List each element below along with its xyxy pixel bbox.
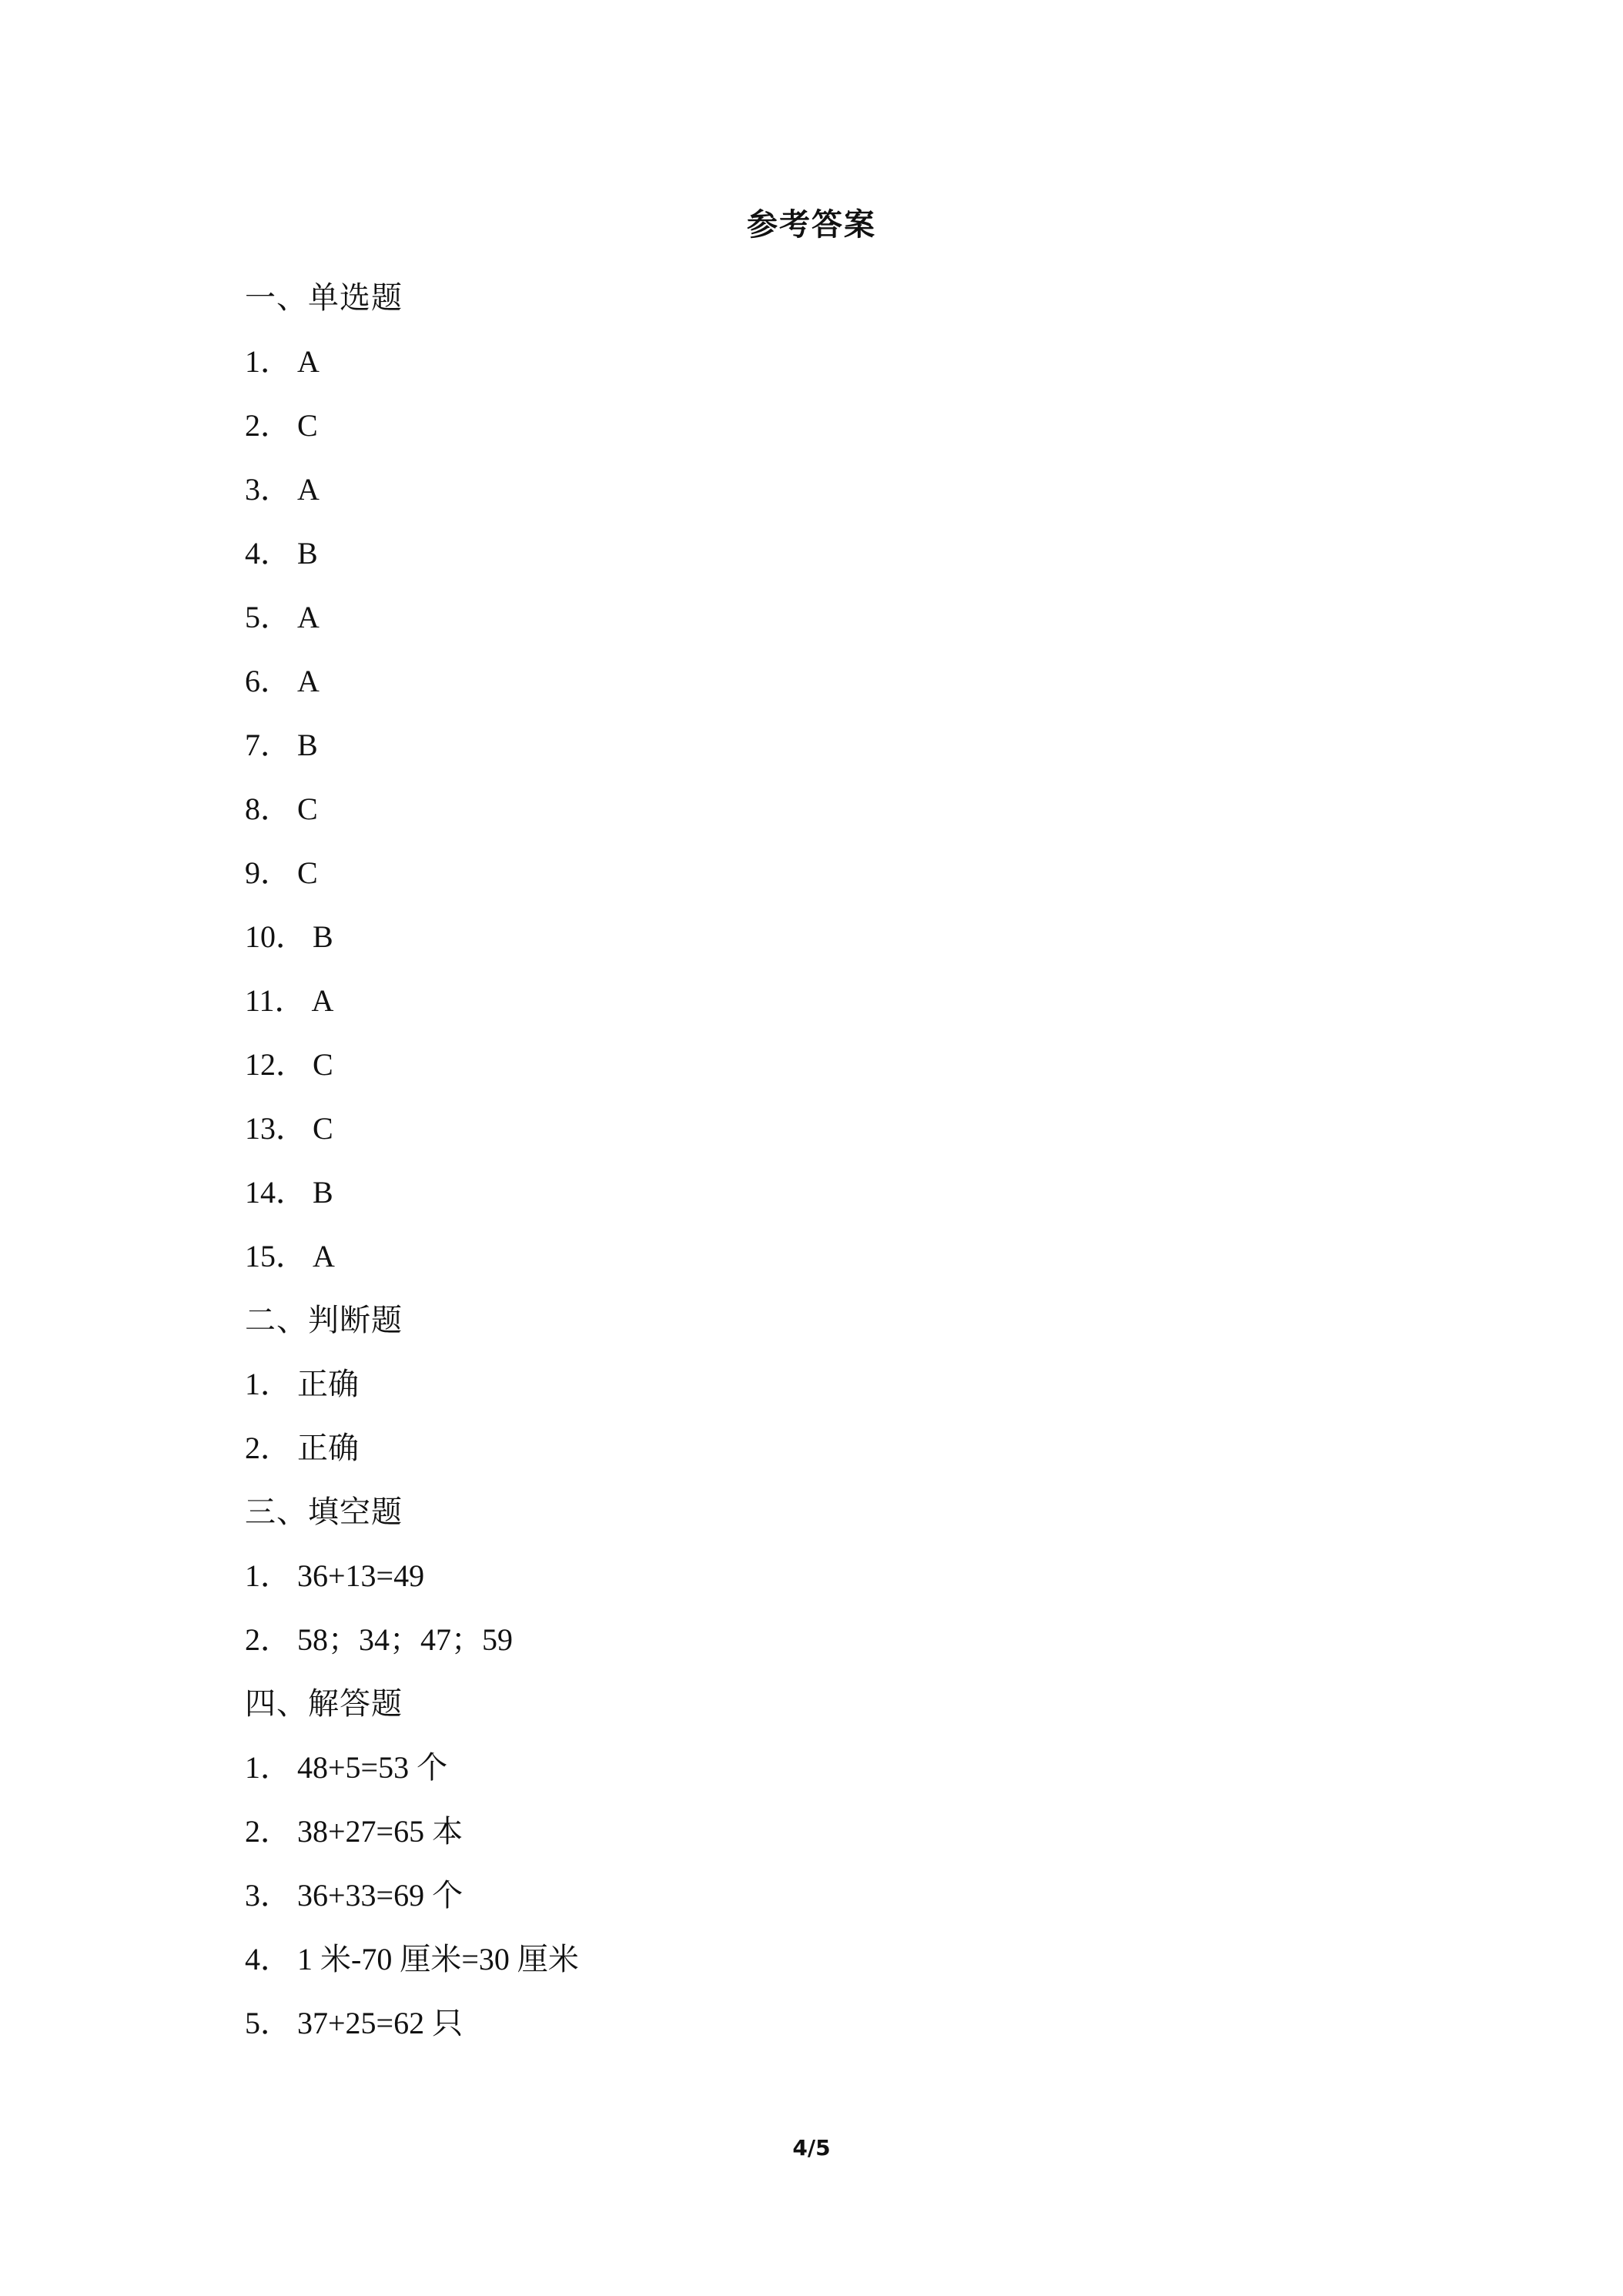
list-item <box>245 393 1400 457</box>
item-answer: C <box>297 855 318 890</box>
item-number: 1． <box>245 1367 291 1401</box>
item-answer: B <box>313 919 333 954</box>
item-answer: 37+25=62 只 <box>297 2006 463 2040</box>
item-number: 2． <box>245 1431 291 1465</box>
section-heading-fill-blank: 三、填空题 <box>245 1494 403 1529</box>
list-item <box>245 585 1400 649</box>
item-number: 1． <box>245 344 291 379</box>
list-item <box>245 1033 1400 1096</box>
list-item <box>245 457 1400 521</box>
list-item <box>245 1416 1400 1480</box>
item-number: 4． <box>245 1942 291 1976</box>
list-item <box>245 1224 1400 1288</box>
item-answer: B <box>297 728 318 762</box>
section-heading-true-false: 二、判断题 <box>245 1303 403 1337</box>
section-heading-solutions: 四、解答题 <box>245 1686 403 1721</box>
item-number: 15． <box>245 1239 306 1274</box>
item-answer: C <box>313 1111 333 1146</box>
item-number: 8． <box>245 792 291 826</box>
item-number: 7． <box>245 728 291 762</box>
item-answer: A <box>297 472 320 507</box>
item-answer: 正确 <box>297 1431 359 1465</box>
item-number: 11． <box>245 983 306 1018</box>
list-item <box>245 905 1400 969</box>
list-item <box>245 1927 1400 1991</box>
item-answer: C <box>313 1047 333 1082</box>
item-answer: 36+13=49 <box>297 1558 425 1593</box>
item-number: 1． <box>245 1750 291 1785</box>
page-number: 4/5 <box>792 2135 831 2160</box>
item-number: 5． <box>245 600 291 634</box>
list-item <box>245 1544 1400 1608</box>
item-number: 3． <box>245 472 291 507</box>
item-number: 2． <box>245 1814 291 1849</box>
list-item <box>245 1863 1400 1927</box>
item-number: 5． <box>245 2006 291 2040</box>
answer-content <box>245 266 1400 2055</box>
item-answer: 36+33=69 个 <box>297 1878 463 1913</box>
item-answer: A <box>311 983 334 1018</box>
list-item <box>245 1735 1400 1799</box>
item-number: 14． <box>245 1175 306 1210</box>
item-number: 1． <box>245 1558 291 1593</box>
item-answer: B <box>313 1175 333 1210</box>
item-number: 10． <box>245 919 306 954</box>
list-item <box>245 521 1400 585</box>
item-answer: B <box>297 536 318 571</box>
list-item <box>245 330 1400 393</box>
item-answer: 1 米-70 厘米=30 厘米 <box>297 1942 579 1976</box>
list-item <box>245 777 1400 841</box>
item-number: 12． <box>245 1047 306 1082</box>
item-answer: A <box>297 664 320 698</box>
item-answer: C <box>297 408 318 443</box>
list-item <box>245 649 1400 713</box>
list-item <box>245 1608 1400 1672</box>
item-number: 3． <box>245 1878 291 1913</box>
list-item <box>245 1352 1400 1416</box>
item-number: 13． <box>245 1111 306 1146</box>
item-number: 4． <box>245 536 291 571</box>
list-item <box>245 1160 1400 1224</box>
list-item <box>245 841 1400 905</box>
list-item <box>245 1799 1400 1863</box>
item-number: 2． <box>245 408 291 443</box>
list-item <box>245 1991 1400 2055</box>
item-answer: 38+27=65 本 <box>297 1814 463 1849</box>
list-item <box>245 969 1400 1033</box>
page-title: 参考答案 <box>747 207 876 243</box>
list-item <box>245 713 1400 777</box>
item-answer: 48+5=53 个 <box>297 1750 448 1785</box>
item-number: 2． <box>245 1622 291 1657</box>
item-number: 9． <box>245 855 291 890</box>
item-answer: C <box>297 792 318 826</box>
list-item <box>245 1096 1400 1160</box>
item-answer: 58；34；47；59 <box>297 1622 513 1657</box>
section-heading-single-choice: 一、单选题 <box>245 280 403 315</box>
item-answer: 正确 <box>297 1367 359 1401</box>
item-answer: A <box>297 600 320 634</box>
item-answer: A <box>297 344 320 379</box>
item-number: 6． <box>245 664 291 698</box>
item-answer: A <box>313 1239 335 1274</box>
